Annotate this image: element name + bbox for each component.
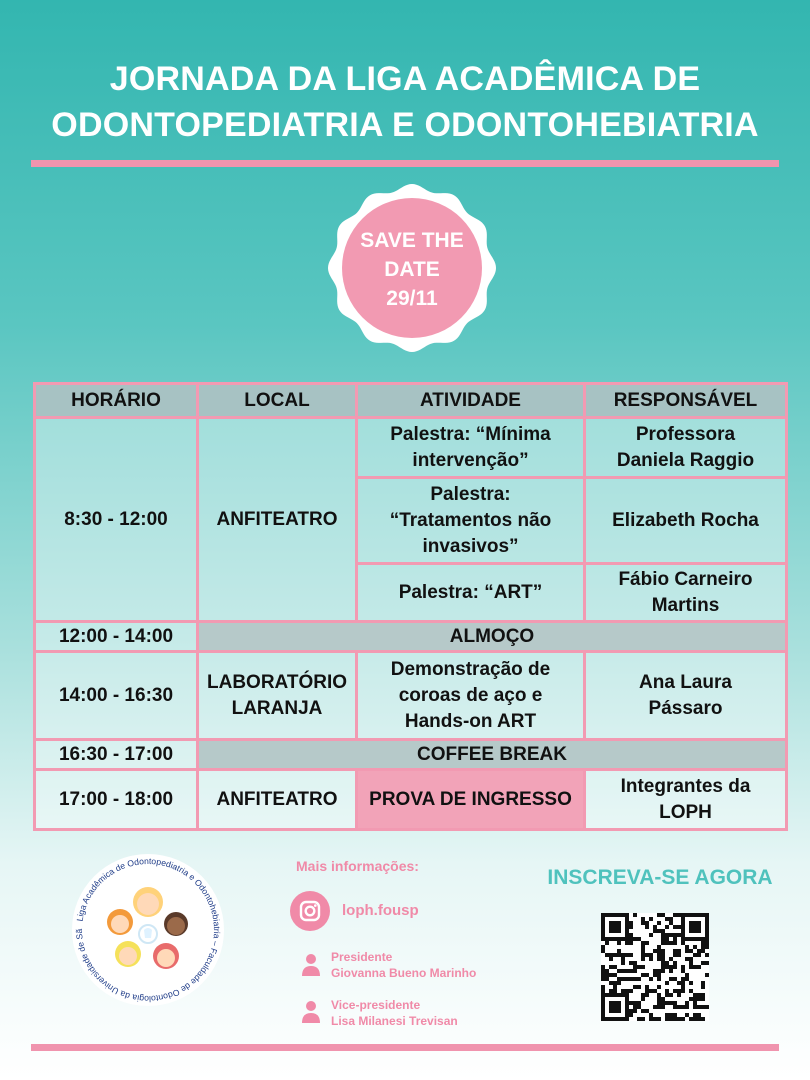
badge-text	[326, 226, 498, 313]
responsible-cell: Integrantes da LOPH	[585, 770, 787, 830]
person-icon	[301, 953, 321, 977]
more-info-heading: Mais informações:	[296, 858, 419, 874]
header-local: LOCAL	[198, 384, 357, 418]
time-cell: 8:30 - 12:00	[35, 418, 198, 622]
time-cell: 17:00 - 18:00	[35, 770, 198, 830]
qr-code-icon[interactable]	[601, 913, 709, 1021]
table-row	[35, 740, 787, 770]
responsible-cell: Professora Daniela Raggio	[585, 418, 787, 478]
title-line-1: JORNADA DA LIGA ACADÊMICA DE	[109, 60, 701, 98]
time-cell: 16:30 - 17:00	[35, 740, 198, 770]
table-row	[35, 770, 787, 830]
vice-president-name: Lisa Milanesi Trevisan	[331, 1014, 458, 1028]
lunch-cell: ALMOÇO	[198, 622, 787, 652]
table-row	[35, 418, 787, 478]
table-header-row	[35, 384, 787, 418]
activity-cell: Palestra: “Mínima intervenção”	[357, 418, 585, 478]
activity-cell: Demonstração de coroas de aço e Hands-on ART	[357, 652, 585, 740]
page-title	[0, 56, 810, 148]
title-line-2: ODONTOPEDIATRIA E ODONTOHEBIATRIA	[51, 106, 759, 144]
badge-line-2: DATE	[384, 258, 440, 281]
president-role: Presidente	[331, 950, 393, 964]
activity-cell: Palestra: “ART”	[357, 564, 585, 622]
responsible-cell: Fábio Carneiro Martins	[585, 564, 787, 622]
save-the-date-badge	[326, 182, 498, 354]
bottom-divider	[31, 1044, 779, 1051]
badge-date: 29/11	[386, 287, 438, 310]
president-name: Giovanna Bueno Marinho	[331, 966, 477, 980]
place-cell: LABORATÓRIO LARANJA	[198, 652, 357, 740]
league-logo	[68, 850, 228, 1010]
responsible-cell: Elizabeth Rocha	[585, 478, 787, 564]
schedule-table	[33, 382, 788, 831]
vice-president-role: Vice-presidente	[331, 998, 421, 1012]
top-divider	[31, 160, 779, 167]
table-row	[35, 652, 787, 740]
time-cell: 14:00 - 16:30	[35, 652, 198, 740]
person-icon	[301, 1000, 321, 1024]
exam-cell: PROVA DE INGRESSO	[357, 770, 585, 830]
logo-ring-text: Liga Acadêmica de Odontopediatria e Odontohebiatria – Faculdade de Odontologia da Universidade de Sã	[73, 855, 223, 1005]
table-row	[35, 622, 787, 652]
badge-line-1: SAVE THE	[360, 229, 464, 252]
header-horario: HORÁRIO	[35, 384, 198, 418]
instagram-handle-link[interactable]: loph.fousp	[342, 902, 419, 919]
instagram-icon[interactable]	[290, 891, 330, 931]
activity-cell: Palestra: “Tratamentos não invasivos”	[357, 478, 585, 564]
place-cell: ANFITEATRO	[198, 418, 357, 622]
place-cell: ANFITEATRO	[198, 770, 357, 830]
coffee-break-cell: COFFEE BREAK	[198, 740, 787, 770]
register-now-heading: INSCREVA-SE AGORA	[547, 866, 773, 889]
header-responsavel: RESPONSÁVEL	[585, 384, 787, 418]
time-cell: 12:00 - 14:00	[35, 622, 198, 652]
header-atividade: ATIVIDADE	[357, 384, 585, 418]
responsible-cell: Ana Laura Pássaro	[585, 652, 787, 740]
